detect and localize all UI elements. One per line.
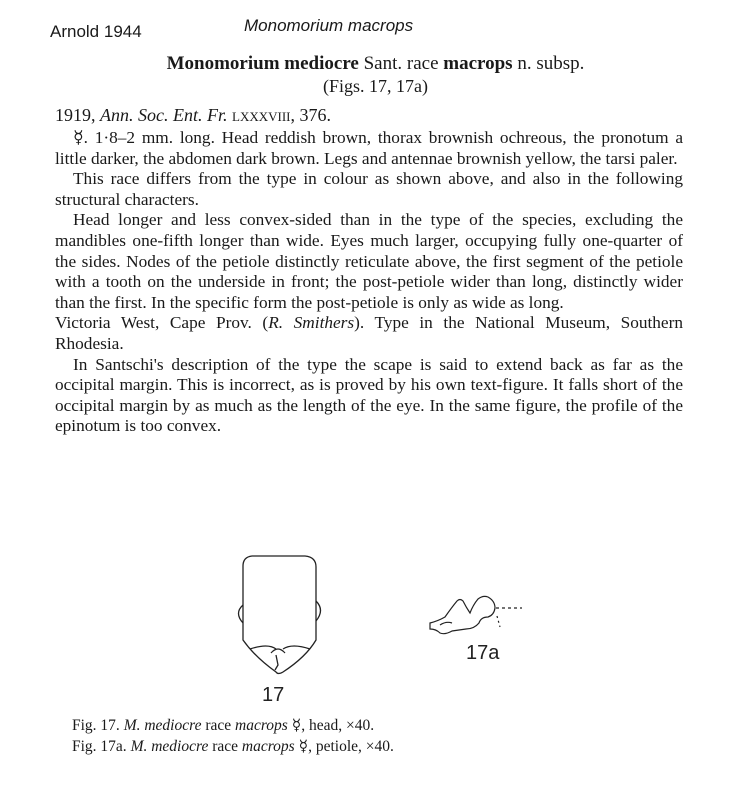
paragraph-description bbox=[55, 128, 683, 169]
caption-race-word: race bbox=[205, 717, 232, 734]
title-genus-species: Monomorium mediocre bbox=[166, 53, 359, 74]
caption-number: Fig. 17a. bbox=[72, 738, 127, 755]
citation-journal: Ann. Soc. Ent. Fr. bbox=[100, 105, 228, 125]
paragraph-description-text: 1·8–2 mm. long. Head reddish brown, thorax brownish ochreous, the pronotum a little darker, the abdomen dark brown. Legs and antennae brownish yellow, the tarsi paler. bbox=[55, 128, 683, 168]
figures-reference: (Figs. 17, 17a) bbox=[323, 76, 428, 96]
caption-species: M. mediocre bbox=[123, 717, 202, 734]
caption-race-word: race bbox=[212, 738, 239, 755]
paragraph-locality bbox=[55, 313, 683, 354]
figure-17a-petiole-drawing bbox=[430, 596, 522, 633]
literature-citation bbox=[55, 104, 331, 126]
figure-17-head-drawing bbox=[239, 556, 321, 674]
worker-symbol: ☿. bbox=[73, 128, 88, 147]
caption-race: macrops bbox=[235, 717, 288, 734]
citation-year: 1919, bbox=[55, 105, 96, 125]
citation-page: 376. bbox=[299, 105, 331, 125]
type-location-text: ). Type in the National Museum, Southern Rhodesia. bbox=[55, 313, 684, 353]
citation-volume: lxxxviii, bbox=[232, 105, 295, 125]
figure-17a-label: 17a bbox=[466, 642, 500, 664]
caption-fig-17 bbox=[72, 716, 374, 735]
page-title bbox=[0, 53, 751, 75]
caption-species: M. mediocre bbox=[130, 738, 209, 755]
caption-description: petiole, ×40. bbox=[315, 738, 394, 755]
paragraph-comparison: This race differs from the type in colour as shown above, and also in the following structural characters. bbox=[55, 169, 683, 209]
title-race: macrops bbox=[443, 53, 513, 74]
caption-symbol: ☿, bbox=[298, 738, 312, 755]
header-species: Monomorium macrops bbox=[244, 16, 414, 35]
caption-fig-17a bbox=[72, 737, 394, 756]
paragraph-structure: Head longer and less convex-sided than in the type of the species, excluding the mandibles one-fifth longer than wide. Eyes much larger, occupying fully one-quarter of the sides. Nodes of the petiole distinctly reticulate above, the first segment of the petiole with a tooth on the underside in front; the post-petiole wider than long, distinctly wider than the first. In the specific form the post-petiole is only as wide as long. bbox=[55, 210, 683, 312]
title-authority: Sant. race bbox=[363, 53, 439, 74]
description-body bbox=[55, 128, 683, 437]
paragraph-remarks: In Santschi's description of the type the scape is said to extend back as far as the occipital margin. This is incorrect, as is proved by his own text-figure. It falls short of the occipital margin by as much as the length of the eye. In the same figure, the profile of the epinotum is too convex. bbox=[55, 354, 683, 436]
title-status: n. subsp. bbox=[517, 53, 585, 74]
header-citation: Arnold 1944 bbox=[50, 22, 142, 41]
caption-number: Fig. 17. bbox=[72, 717, 120, 734]
figure-17-label: 17 bbox=[262, 684, 285, 706]
caption-description: head, ×40. bbox=[308, 717, 375, 734]
locality-text: Victoria West, Cape Prov. ( bbox=[55, 313, 269, 333]
caption-race: macrops bbox=[241, 738, 295, 755]
caption-symbol: ☿, bbox=[291, 717, 306, 734]
figures-area bbox=[0, 545, 751, 715]
collector-name: R. Smithers bbox=[268, 313, 355, 333]
